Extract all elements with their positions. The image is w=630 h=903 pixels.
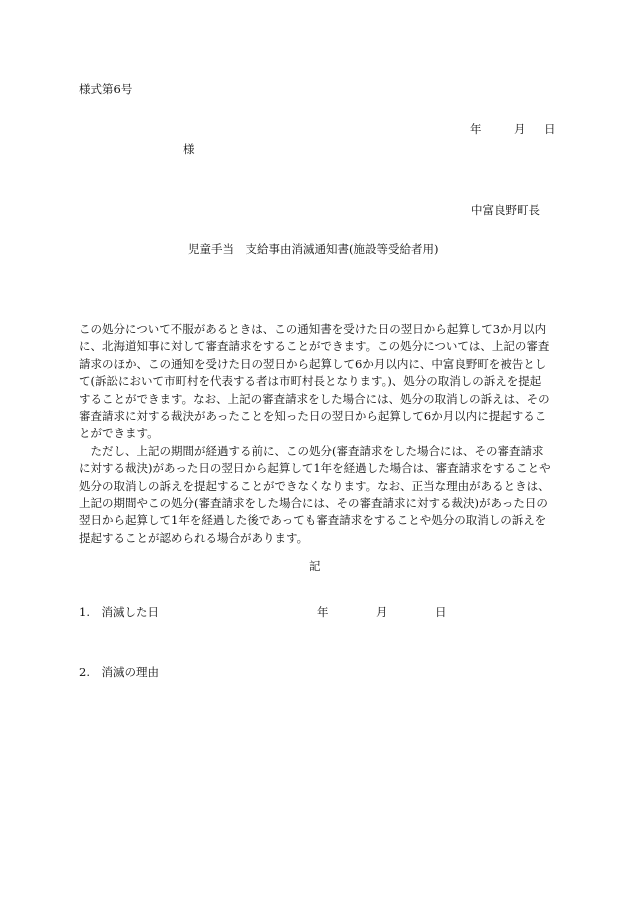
date-day-label: 日 xyxy=(544,122,556,136)
body-paragraph-1: この処分について不服があるときは、この通知書を受けた日の翌日から起算して3か月以内に、北海道知事に対して審査請求をすることができます。この処分については、上記の審査請求のほか、この通知を受けた日の翌日から起算して6か月以内に、中富良野町を被告として(訴訟において市町村を代表する者は市町村長となります。)、処分の取消しの訴えを提起することができます。なお、上記の審査請求をした場合には、処分の取消しの訴えは、その審査請求に対する裁決があったことを知った日の翌日から起算して6か月以内に提起することができます。 xyxy=(79,322,550,441)
date-month-label: 月 xyxy=(514,122,526,136)
item1-day-label: 日 xyxy=(435,605,447,619)
date-year-label: 年 xyxy=(470,122,482,136)
item1-month-label: 月 xyxy=(376,605,388,619)
record-mark: 記 xyxy=(309,559,321,573)
body-paragraph-2: ただし、上記の期間が経過する前に、この処分(審査請求をした場合には、その審査請求に対する裁決)があった日の翌日から起算して1年を経過した場合は、審査請求をすることや処分の取消しの訴えを提起することができなくなります。なお、正当な理由があるときは、上記の期間やこの処分(審査請求をした場合には、その審査請求に対する裁決)があった日の翌日から起算して1年を経過した後であっても審査請求をすることや処分の取消しの訴えを提起することが認められる場合があります。 xyxy=(79,443,551,545)
item-extinction-reason: 2. 消滅の理由 xyxy=(79,665,159,679)
date-header xyxy=(470,121,556,137)
document-title: 児童手当 支給事由消滅通知書(施設等受給者用) xyxy=(188,242,439,256)
addressee-honorific: 様 xyxy=(183,142,195,156)
item1-label: 1. 消滅した日 xyxy=(79,605,159,619)
issuer-name: 中富良野町長 xyxy=(471,203,540,217)
item1-year-label: 年 xyxy=(317,605,329,619)
notice-body xyxy=(79,321,551,547)
form-number: 様式第6号 xyxy=(79,82,133,96)
